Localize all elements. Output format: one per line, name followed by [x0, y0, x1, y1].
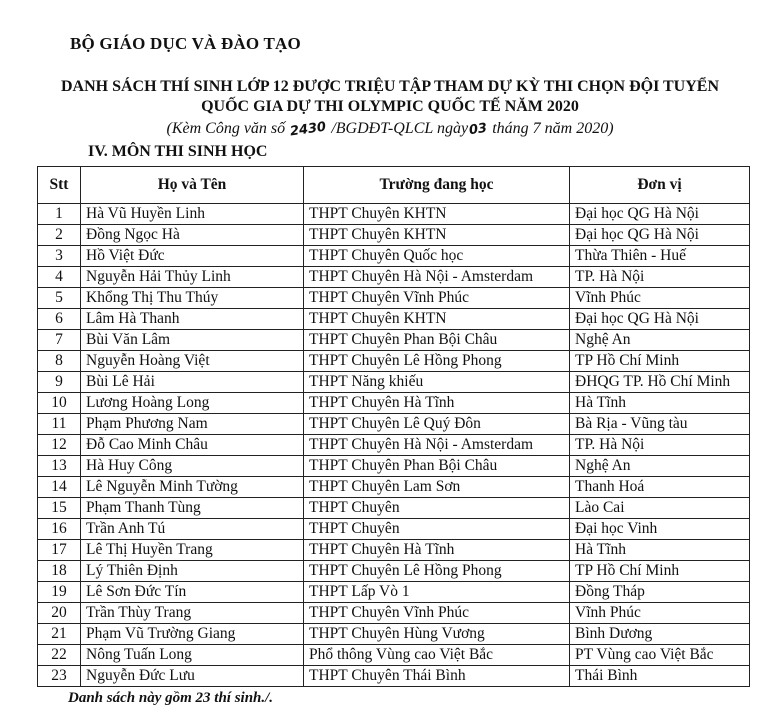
- row-school: THPT Chuyên Phan Bội Châu: [304, 330, 570, 351]
- table-header-row: [38, 167, 750, 204]
- row-stt: 8: [38, 351, 81, 372]
- table-row: [38, 267, 750, 288]
- row-school: THPT Chuyên Lam Sơn: [304, 477, 570, 498]
- row-stt: 21: [38, 624, 81, 645]
- row-unit: Đại học Vinh: [570, 519, 750, 540]
- row-name: Phạm Vũ Trường Giang: [81, 624, 304, 645]
- row-stt: 17: [38, 540, 81, 561]
- row-name: Lê Sơn Đức Tín: [81, 582, 304, 603]
- row-name: Lương Hoàng Long: [81, 393, 304, 414]
- row-name: Khổng Thị Thu Thúy: [81, 288, 304, 309]
- row-unit: Đại học QG Hà Nội: [570, 309, 750, 330]
- row-unit: TP Hồ Chí Minh: [570, 561, 750, 582]
- table-row: [38, 603, 750, 624]
- row-school: THPT Chuyên KHTN: [304, 204, 570, 225]
- row-unit: Bình Dương: [570, 624, 750, 645]
- row-school: THPT Chuyên Vĩnh Phúc: [304, 288, 570, 309]
- table-row: [38, 645, 750, 666]
- row-stt: 13: [38, 456, 81, 477]
- table-row: [38, 330, 750, 351]
- header-stt: Stt: [38, 167, 81, 204]
- row-unit: Lào Cai: [570, 498, 750, 519]
- row-unit: Đại học QG Hà Nội: [570, 204, 750, 225]
- header-name: Họ và Tên: [81, 167, 304, 204]
- table-row: [38, 477, 750, 498]
- row-unit: Thừa Thiên - Huế: [570, 246, 750, 267]
- header-unit: Đơn vị: [570, 167, 750, 204]
- row-unit: Đại học QG Hà Nội: [570, 225, 750, 246]
- row-stt: 19: [38, 582, 81, 603]
- section-heading: IV. MÔN THI SINH HỌC: [88, 143, 268, 160]
- row-unit: ĐHQG TP. Hồ Chí Minh: [570, 372, 750, 393]
- document-title-line-2: QUỐC GIA DỰ THI OLYMPIC QUỐC TẾ NĂM 2020: [201, 98, 579, 115]
- row-stt: 2: [38, 225, 81, 246]
- table-row: [38, 498, 750, 519]
- row-unit: Nghệ An: [570, 456, 750, 477]
- row-school: THPT Chuyên Hà Tĩnh: [304, 540, 570, 561]
- document-subtitle: [0, 120, 780, 138]
- subtitle-part-c: tháng 7 năm 2020): [488, 120, 614, 137]
- row-school: Phổ thông Vùng cao Việt Bắc: [304, 645, 570, 666]
- table-row: [38, 561, 750, 582]
- table-row: [38, 309, 750, 330]
- header-school: Trường đang học: [304, 167, 570, 204]
- row-school: THPT Chuyên KHTN: [304, 225, 570, 246]
- row-school: THPT Chuyên Lê Hồng Phong: [304, 351, 570, 372]
- table-row: [38, 225, 750, 246]
- row-stt: 15: [38, 498, 81, 519]
- table-row: [38, 204, 750, 225]
- row-school: THPT Chuyên KHTN: [304, 309, 570, 330]
- table-row: [38, 519, 750, 540]
- handwritten-day: 03: [468, 120, 489, 139]
- row-unit: Nghệ An: [570, 330, 750, 351]
- row-name: Bùi Lê Hải: [81, 372, 304, 393]
- row-school: THPT Chuyên Phan Bội Châu: [304, 456, 570, 477]
- row-unit: Hà Tĩnh: [570, 540, 750, 561]
- row-unit: Vĩnh Phúc: [570, 288, 750, 309]
- row-name: Bùi Văn Lâm: [81, 330, 304, 351]
- row-stt: 6: [38, 309, 81, 330]
- row-name: Phạm Thanh Tùng: [81, 498, 304, 519]
- row-school: THPT Chuyên Hà Nội - Amsterdam: [304, 267, 570, 288]
- row-school: THPT Chuyên Quốc học: [304, 246, 570, 267]
- ministry-name: BỘ GIÁO DỤC VÀ ĐÀO TẠO: [70, 34, 301, 53]
- row-school: THPT Chuyên Hà Tĩnh: [304, 393, 570, 414]
- row-unit: Thái Bình: [570, 666, 750, 687]
- table-row: [38, 393, 750, 414]
- table-row: [38, 435, 750, 456]
- row-school: THPT Chuyên Vĩnh Phúc: [304, 603, 570, 624]
- handwritten-document-number: 2430: [289, 119, 328, 140]
- table-row: [38, 351, 750, 372]
- row-unit: Hà Tĩnh: [570, 393, 750, 414]
- row-name: Lý Thiên Định: [81, 561, 304, 582]
- row-stt: 4: [38, 267, 81, 288]
- row-unit: Đồng Tháp: [570, 582, 750, 603]
- row-stt: 18: [38, 561, 81, 582]
- table-row: [38, 666, 750, 687]
- row-name: Lê Nguyễn Minh Tường: [81, 477, 304, 498]
- row-name: Đồng Ngọc Hà: [81, 225, 304, 246]
- row-name: Nông Tuấn Long: [81, 645, 304, 666]
- row-unit: Vĩnh Phúc: [570, 603, 750, 624]
- document-title-line-1: DANH SÁCH THÍ SINH LỚP 12 ĐƯỢC TRIỆU TẬP THAM DỰ KỲ THI CHỌN ĐỘI TUYỂN: [60, 78, 720, 95]
- row-school: THPT Năng khiếu: [304, 372, 570, 393]
- row-stt: 20: [38, 603, 81, 624]
- table-row: [38, 288, 750, 309]
- row-stt: 14: [38, 477, 81, 498]
- row-school: THPT Chuyên Lê Quý Đôn: [304, 414, 570, 435]
- row-stt: 3: [38, 246, 81, 267]
- row-name: Nguyễn Hoàng Việt: [81, 351, 304, 372]
- row-school: THPT Chuyên Thái Bình: [304, 666, 570, 687]
- row-name: Hồ Việt Đức: [81, 246, 304, 267]
- row-name: Hà Vũ Huyền Linh: [81, 204, 304, 225]
- row-school: THPT Chuyên: [304, 498, 570, 519]
- row-unit: Thanh Hoá: [570, 477, 750, 498]
- row-stt: 11: [38, 414, 81, 435]
- row-stt: 10: [38, 393, 81, 414]
- row-unit: TP. Hà Nội: [570, 267, 750, 288]
- footer-note: Danh sách này gồm 23 thí sinh./.: [68, 690, 274, 706]
- row-stt: 7: [38, 330, 81, 351]
- row-school: THPT Chuyên: [304, 519, 570, 540]
- row-stt: 9: [38, 372, 81, 393]
- row-stt: 5: [38, 288, 81, 309]
- row-name: Trần Thùy Trang: [81, 603, 304, 624]
- row-school: THPT Chuyên Lê Hồng Phong: [304, 561, 570, 582]
- table-row: [38, 582, 750, 603]
- row-name: Trần Anh Tú: [81, 519, 304, 540]
- row-unit: TP Hồ Chí Minh: [570, 351, 750, 372]
- row-stt: 22: [38, 645, 81, 666]
- row-name: Phạm Phương Nam: [81, 414, 304, 435]
- subtitle-part-a: (Kèm Công văn số: [166, 120, 290, 137]
- table-row: [38, 372, 750, 393]
- table-row: [38, 456, 750, 477]
- table-row: [38, 414, 750, 435]
- row-name: Lâm Hà Thanh: [81, 309, 304, 330]
- subtitle-part-b: /BGDĐT-QLCL ngày: [327, 120, 469, 137]
- row-school: THPT Lấp Vò 1: [304, 582, 570, 603]
- row-unit: PT Vùng cao Việt Bắc: [570, 645, 750, 666]
- table-row: [38, 246, 750, 267]
- table-row: [38, 540, 750, 561]
- row-name: Lê Thị Huyền Trang: [81, 540, 304, 561]
- row-stt: 16: [38, 519, 81, 540]
- row-unit: TP. Hà Nội: [570, 435, 750, 456]
- row-stt: 12: [38, 435, 81, 456]
- row-name: Nguyễn Đức Lưu: [81, 666, 304, 687]
- row-unit: Bà Rịa - Vũng tàu: [570, 414, 750, 435]
- row-school: THPT Chuyên Hùng Vương: [304, 624, 570, 645]
- row-stt: 1: [38, 204, 81, 225]
- table-row: [38, 624, 750, 645]
- row-name: Đỗ Cao Minh Châu: [81, 435, 304, 456]
- row-name: Nguyễn Hải Thủy Linh: [81, 267, 304, 288]
- row-name: Hà Huy Công: [81, 456, 304, 477]
- row-school: THPT Chuyên Hà Nội - Amsterdam: [304, 435, 570, 456]
- row-stt: 23: [38, 666, 81, 687]
- candidate-table: [37, 166, 750, 687]
